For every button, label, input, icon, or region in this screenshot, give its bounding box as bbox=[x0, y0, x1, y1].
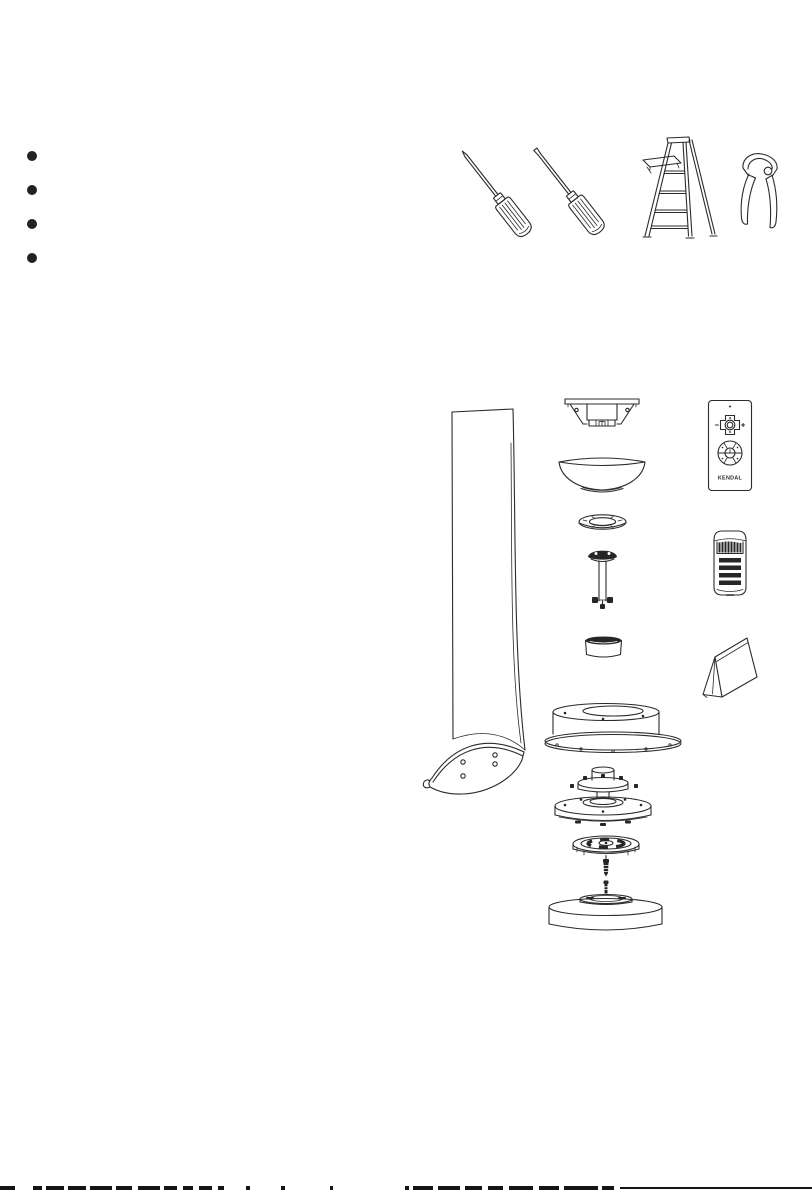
fan-blade-illustration bbox=[418, 403, 548, 793]
bullet-item bbox=[27, 253, 47, 263]
motor-assembly-illustration bbox=[553, 765, 655, 835]
bullet-dot-icon bbox=[27, 185, 37, 195]
ceiling-mounting-bracket-illustration bbox=[563, 396, 641, 432]
bullet-dot-icon bbox=[27, 219, 37, 229]
phillips-screwdriver-icon bbox=[480, 139, 510, 247]
downrod-illustration bbox=[585, 544, 620, 616]
bullet-item bbox=[27, 219, 47, 229]
step-ladder-icon bbox=[640, 136, 730, 244]
canopy-ring-illustration bbox=[577, 513, 628, 532]
hardware-bag-illustration bbox=[702, 636, 758, 698]
remote-wall-holder-illustration bbox=[712, 528, 748, 600]
bullet-list bbox=[27, 151, 47, 287]
flathead-screwdriver-icon bbox=[553, 137, 583, 245]
remote-control-illustration bbox=[707, 399, 753, 492]
bullet-item bbox=[27, 185, 47, 195]
remote-plus-button-icon bbox=[742, 424, 745, 427]
wire-cutters-icon bbox=[736, 150, 791, 230]
canopy-illustration bbox=[556, 452, 648, 497]
bullet-dot-icon bbox=[27, 151, 37, 161]
blade-holder-flywheel-illustration bbox=[570, 833, 642, 879]
bottom-cover-cap-illustration bbox=[546, 880, 665, 935]
remote-led-icon bbox=[729, 406, 731, 408]
remote-brand-label: KENDAL bbox=[717, 475, 743, 482]
bullet-item bbox=[27, 151, 47, 161]
motor-housing-flange-illustration bbox=[543, 700, 685, 755]
coupling-cover-illustration bbox=[582, 635, 625, 660]
bullet-dot-icon bbox=[27, 253, 37, 263]
page-edge-artifact bbox=[0, 1186, 812, 1192]
